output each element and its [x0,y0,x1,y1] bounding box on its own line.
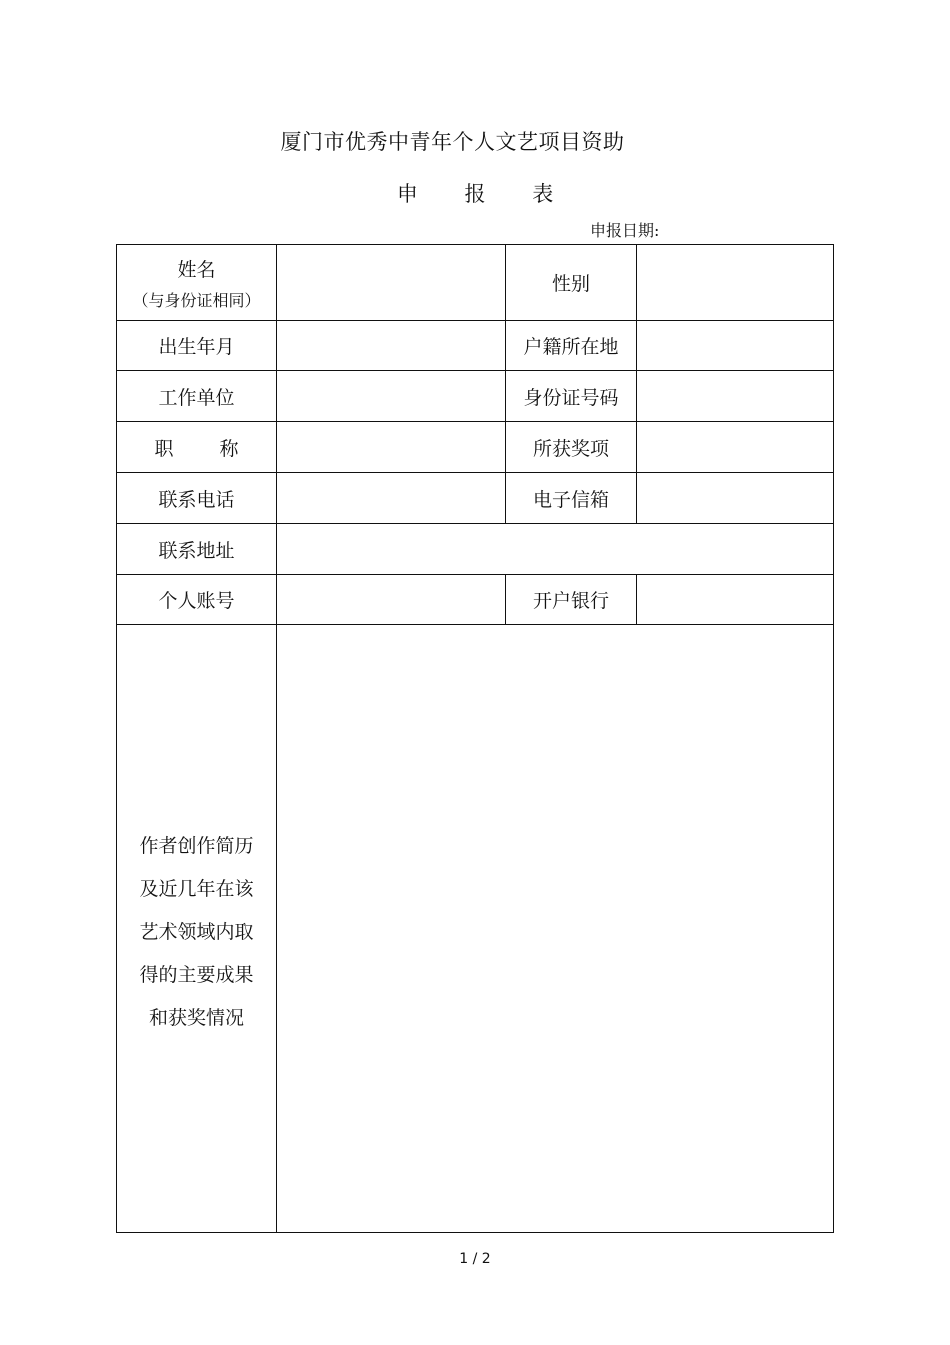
bio-label-line: 作者创作简历 [139,835,254,857]
address-field[interactable] [277,524,834,575]
household-field[interactable] [637,321,834,371]
name-label: 姓名 [177,258,216,281]
table-row [117,524,834,575]
bio-label-line: 和获奖情况 [148,1007,244,1029]
bio-label-line: 艺术领域内取 [139,921,254,943]
work-field[interactable] [277,371,506,422]
id-number-field[interactable] [637,371,834,422]
account-field[interactable] [277,575,506,625]
email-label: 电子信箱 [506,473,637,524]
household-label: 户籍所在地 [506,321,637,371]
gender-label: 性别 [506,245,637,321]
page-number: 1 / 2 [459,1251,491,1267]
table-row [117,422,834,473]
account-label: 个人账号 [117,575,277,625]
birth-field[interactable] [277,321,506,371]
bio-field[interactable] [277,625,834,1233]
name-field[interactable] [277,245,506,321]
name-label-cell [117,245,277,321]
phone-field[interactable] [277,473,506,524]
bio-label-line: 得的主要成果 [139,964,254,986]
subtitle-char-2: 报 [464,182,486,206]
address-label: 联系地址 [117,524,277,575]
application-form-table [116,244,834,1233]
awards-field[interactable] [637,422,834,473]
table-row [117,371,834,422]
subtitle-char-1: 申 [396,182,418,206]
table-row [117,625,834,1233]
id-number-label: 身份证号码 [506,371,637,422]
bank-label: 开户银行 [506,575,637,625]
awards-label: 所获奖项 [506,422,637,473]
email-field[interactable] [637,473,834,524]
job-title-field[interactable] [277,422,506,473]
work-label: 工作单位 [117,371,277,422]
birth-label: 出生年月 [117,321,277,371]
job-title-label [117,422,277,473]
form-subtitle [0,178,950,208]
table-row [117,321,834,371]
bio-label-line: 及近几年在该 [139,878,254,900]
table-row [117,245,834,321]
table-row [117,473,834,524]
bio-label [117,817,276,1040]
bank-field[interactable] [637,575,834,625]
job-title-char-2: 称 [219,437,239,460]
name-note: （与身份证相同） [132,290,261,310]
bio-label-cell [117,625,277,1233]
job-title-char-1: 职 [154,437,174,460]
phone-label: 联系电话 [117,473,277,524]
table-row [117,575,834,625]
subtitle-char-3: 表 [532,182,554,206]
gender-field[interactable] [637,245,834,321]
application-date-label: 申报日期: [590,221,660,240]
form-title: 厦门市优秀中青年个人文艺项目资助 [280,130,625,154]
